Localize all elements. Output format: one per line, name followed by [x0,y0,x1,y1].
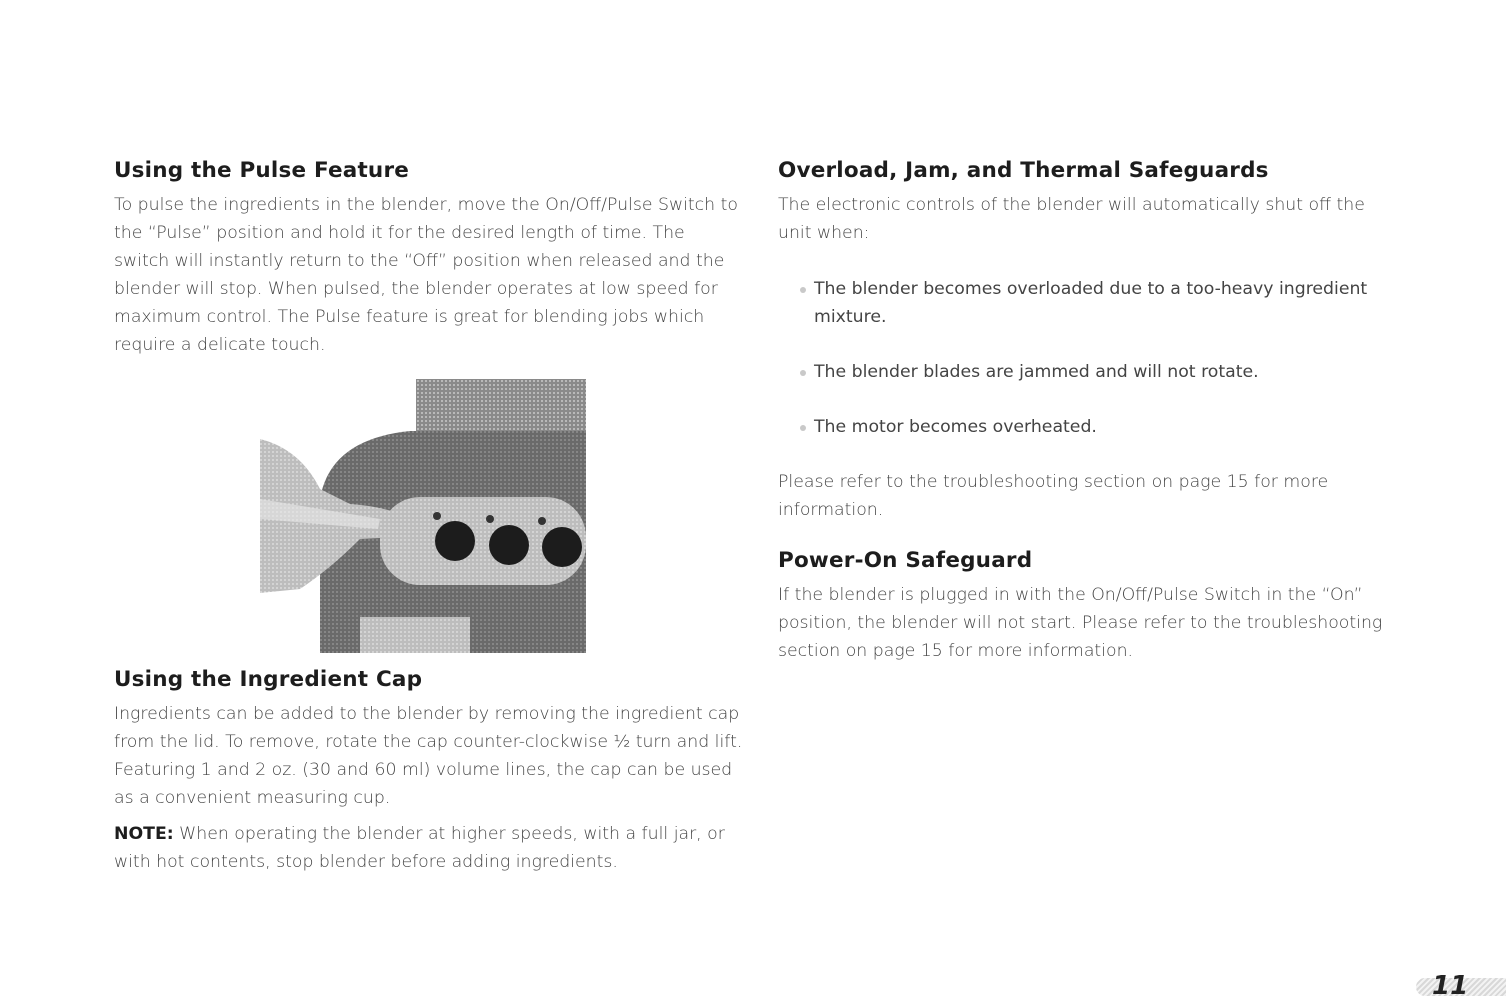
safeguards-list [778,275,1388,441]
ingredient-cap-heading: Using the Ingredient Cap [114,667,423,692]
safeguards-intro: The electronic controls of the blender will automatically shut off the unit when: [778,195,1365,243]
bullet-icon [800,287,806,293]
note-text: When operating the blender at higher speeds, with a full jar, or with hot contents, stop blender before adding ingredients. [114,824,725,872]
power-on-heading: Power-On Safeguard [778,548,1033,573]
list-item-text: The blender blades are jammed and will not rotate. [814,362,1259,382]
safeguards-refer-text: Please refer to the troubleshooting section on page 15 for more information. [778,472,1329,520]
pulse-feature-text: To pulse the ingredients in the blender, move the On/Off/Pulse Switch to the “Pulse” position and hold it for the desired length of time. The switch will instantly return to the “Off” position when released and the blender will stop. When pulsed, the blender operates at low speed for maximum control. The Pulse feature is great for blending jobs which require a delicate touch. [114,195,738,355]
ingredient-cap-text: Ingredients can be added to the blender by removing the ingredient cap from the lid. To remove, rotate the cap counter-clockwise ½ turn and lift. Featuring 1 and 2 oz. (30 and 60 ml) volume lines, the cap can be used as a convenient measuring cup. [114,704,743,808]
list-item [798,413,1388,441]
note-label: NOTE: [114,824,174,844]
list-item [798,358,1388,386]
list-item [798,275,1388,331]
blender-illustration-svg [260,379,586,653]
list-item-text: The blender becomes overloaded due to a too-heavy ingredient mixture. [814,279,1368,327]
bullet-icon [800,370,806,376]
page-number-tab [1416,972,1506,1000]
page-number: 11 [1432,971,1469,1001]
right-column [778,158,1388,665]
list-item-text: The motor becomes overheated. [814,417,1097,437]
safeguards-heading: Overload, Jam, and Thermal Safeguards [778,158,1269,183]
power-on-text: If the blender is plugged in with the On/Off/Pulse Switch in the “On” position, the blender will not start. Please refer to the troubleshooting section on page 15 for more information. [778,585,1383,661]
pulse-feature-heading: Using the Pulse Feature [114,158,410,183]
blender-control-panel-illustration [260,379,586,653]
left-column [114,158,744,876]
note-paragraph [114,820,744,876]
bullet-icon [800,425,806,431]
